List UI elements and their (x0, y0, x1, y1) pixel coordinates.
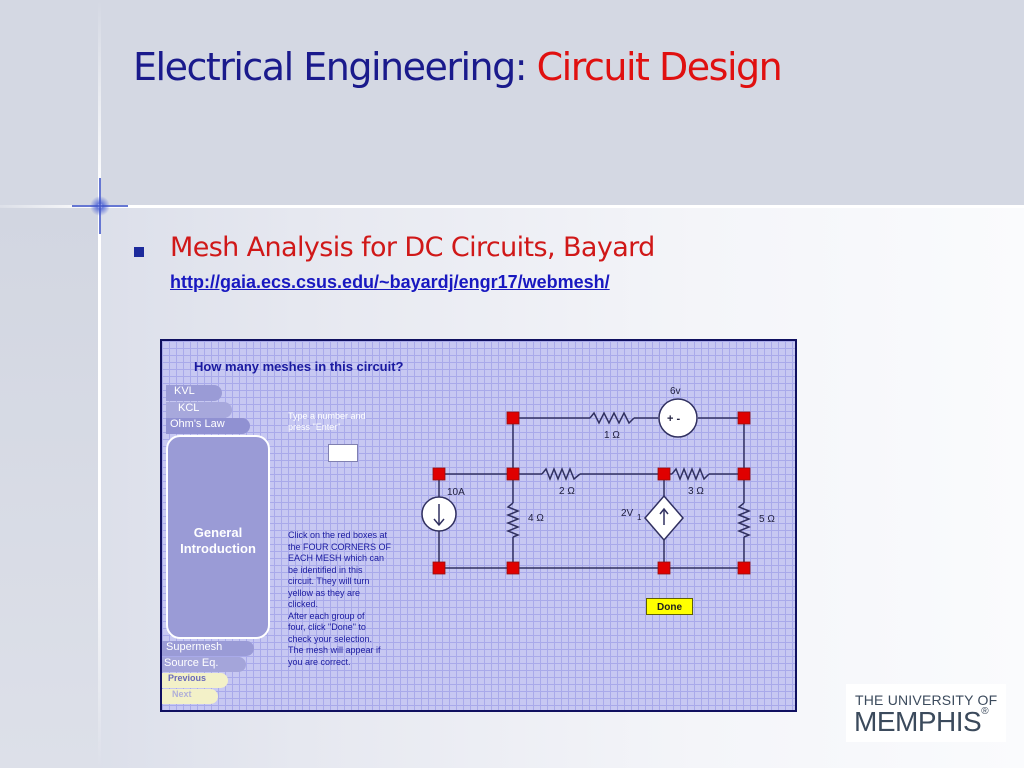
header-band (0, 0, 1024, 207)
tab-kcl-label: KCL (178, 402, 200, 414)
current-source-10a (422, 497, 456, 531)
enter-instruction: Type a number and press "Enter" (288, 411, 366, 432)
label-10a: 10A (447, 487, 465, 498)
university-logo (846, 684, 1006, 742)
label-r3: 3 Ω (688, 486, 704, 497)
mesh-app-screenshot (160, 339, 797, 712)
logo-main-text (854, 706, 988, 738)
circuit-diagram (162, 341, 795, 710)
node-box (433, 468, 445, 480)
title-highlight: Circuit Design (536, 45, 782, 89)
node-box (507, 562, 519, 574)
bullet-square-icon (134, 247, 144, 257)
slide-title (133, 45, 781, 89)
resistor-2 (542, 469, 580, 479)
node-box (738, 562, 750, 574)
tab-kvl-label: KVL (174, 385, 195, 397)
label-r2: 2 Ω (559, 486, 575, 497)
node-box (738, 412, 750, 424)
label-dependent-sub: 1 (637, 513, 642, 522)
label-r5: 5 Ω (759, 514, 775, 525)
sparkle-icon (70, 176, 130, 236)
node-box (658, 562, 670, 574)
tab-ohms-law-label: Ohm's Law (170, 418, 225, 430)
next-label: Next (172, 689, 192, 699)
panel-label: General Introduction (180, 525, 256, 556)
bullet-heading: Mesh Analysis for DC Circuits, Bayard (170, 232, 655, 263)
previous-label: Previous (168, 673, 207, 683)
node-box (433, 562, 445, 574)
node-box (507, 468, 519, 480)
node-box (738, 468, 750, 480)
horizontal-accent-line (0, 205, 1024, 208)
label-dependent: 2V (621, 508, 634, 519)
label-r1: 1 Ω (604, 430, 620, 441)
logo-wordmark: MEMPHIS (854, 706, 982, 737)
resistor-4 (508, 503, 518, 537)
label-plus-minus: + - (667, 413, 681, 425)
title-main: Electrical Engineering: (133, 45, 527, 89)
vertical-accent-line (98, 0, 101, 768)
webmesh-link[interactable]: http://gaia.ecs.csus.edu/~bayardj/engr17/webmesh/ (170, 272, 610, 292)
label-r4: 4 Ω (528, 513, 544, 524)
node-box (658, 468, 670, 480)
logo-top-text: THE UNIVERSITY OF (855, 692, 998, 708)
resistor-1 (590, 413, 634, 423)
label-6v: 6v (670, 386, 681, 397)
corner-instruction: Click on the red boxes at the FOUR CORNERS OF EACH MESH which can be identified in this circuit. They will turn yellow as they are clicked. After each group of four, click "Done" to check your selection. The mesh will appear if you are correct. (288, 530, 392, 667)
tab-source-eq-label: Source Eq. (164, 657, 219, 669)
resistor-3 (672, 469, 709, 479)
app-question: How many meshes in this circuit? (194, 359, 404, 374)
node-box (507, 412, 519, 424)
done-button[interactable]: Done (646, 598, 693, 615)
dependent-source (645, 496, 683, 540)
registered-mark: ® (981, 706, 989, 717)
tab-supermesh-label: Supermesh (166, 641, 223, 653)
resistor-5 (739, 503, 749, 537)
left-shade (0, 207, 100, 768)
